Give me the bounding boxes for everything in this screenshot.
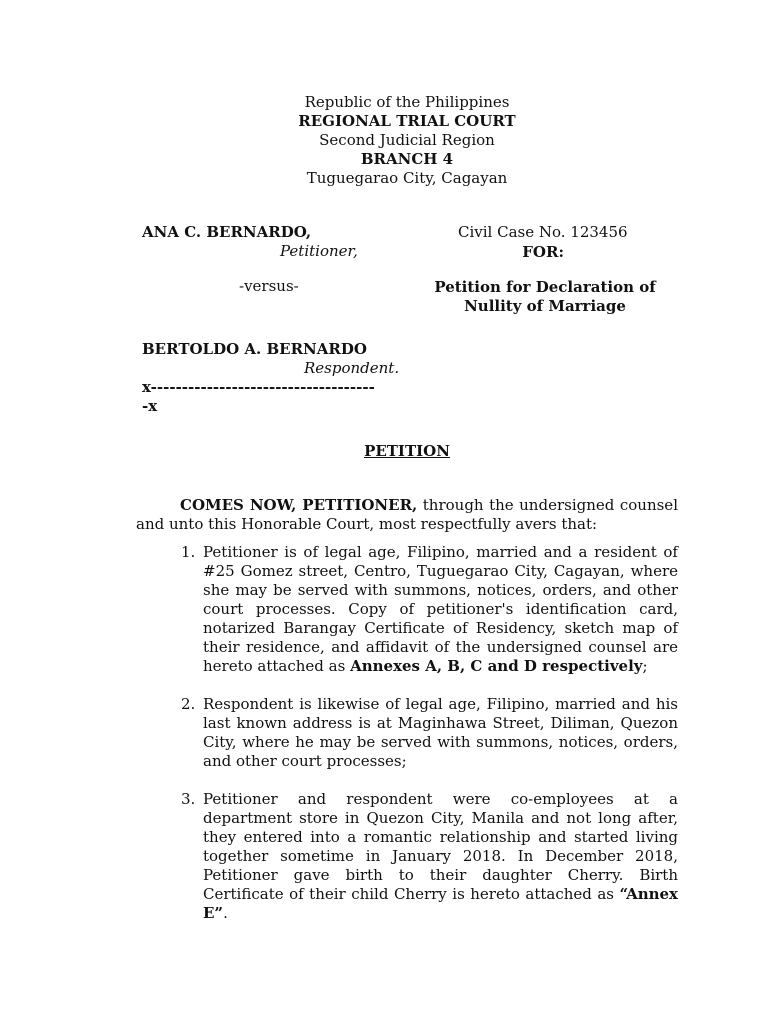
item-emphasis: Annexes A, B, C and D respectively — [350, 657, 643, 675]
intro-text: through the undersigned counsel and unto this Honorable Court, most respectfully avers that: — [136, 496, 678, 533]
item-tail: ; — [642, 657, 648, 675]
case-nature — [414, 278, 676, 316]
header-branch: BRANCH 4 — [360, 150, 454, 168]
item-text: Respondent is likewise of legal age, Filipino, married and his last known address is at Maginhawa Street, Diliman, Quezon City, where he may be served with summons, notices, orders, and other court processes; — [203, 695, 678, 770]
intro-lead: COMES NOW, PETITIONER, — [180, 496, 418, 514]
header-republic: Republic of the Philippines — [304, 93, 510, 111]
document-title: PETITION — [364, 442, 450, 460]
case-caption-parties — [142, 223, 412, 416]
allegations-list — [181, 543, 678, 942]
for-label: FOR: — [522, 243, 564, 261]
respondent-name: BERTOLDO A. BERNARDO — [142, 340, 367, 358]
petitioner-role: Petitioner, — [280, 242, 358, 260]
header-region: Second Judicial Region — [319, 131, 495, 149]
list-item — [181, 695, 678, 771]
list-item — [181, 790, 678, 923]
header-court: REGIONAL TRIAL COURT — [298, 112, 516, 130]
case-number: Civil Case No. 123456 — [458, 223, 628, 241]
petitioner-name: ANA C. BERNARDO, — [142, 223, 312, 241]
item-number: 3. — [181, 790, 196, 808]
header-city: Tuguegarao City, Cagayan — [306, 169, 508, 187]
caption-separator-end: -x — [142, 397, 158, 415]
list-item — [181, 543, 678, 676]
item-emphasis: “Annex E” — [203, 885, 678, 922]
item-number: 2. — [181, 695, 196, 713]
item-number: 1. — [181, 543, 196, 561]
item-tail: . — [223, 904, 228, 922]
intro-paragraph — [136, 496, 678, 534]
case-nature-line-1: Petition for Declaration of — [434, 278, 656, 296]
versus-label: -versus- — [239, 277, 299, 295]
item-text: Petitioner is of legal age, Filipino, married and a resident of #25 Gomez street, Centro, Tuguegarao City, Cagayan, where she may be served with summons, notices, orders, and other court processes. Copy of petitioner's identification card, notarized Barangay Certificate of Residency, sketch map of their residence, and affidavit of the undersigned counsel are hereto attached as — [203, 543, 678, 675]
case-nature-line-2: Nullity of Marriage — [464, 297, 626, 315]
case-caption-details — [414, 223, 676, 316]
respondent-role: Respondent. — [304, 359, 400, 377]
caption-separator-line: x------------------------------------ — [142, 378, 375, 396]
item-text: Petitioner and respondent were co-employees at a department store in Quezon City, Manila and not long after, they entered into a romantic relationship and started living together sometime in January 2018. In December 2018, Petitioner gave birth to their daughter Cherry. Birth Certificate of their child Cherry is hereto attached as — [203, 790, 678, 903]
court-header — [0, 93, 768, 188]
